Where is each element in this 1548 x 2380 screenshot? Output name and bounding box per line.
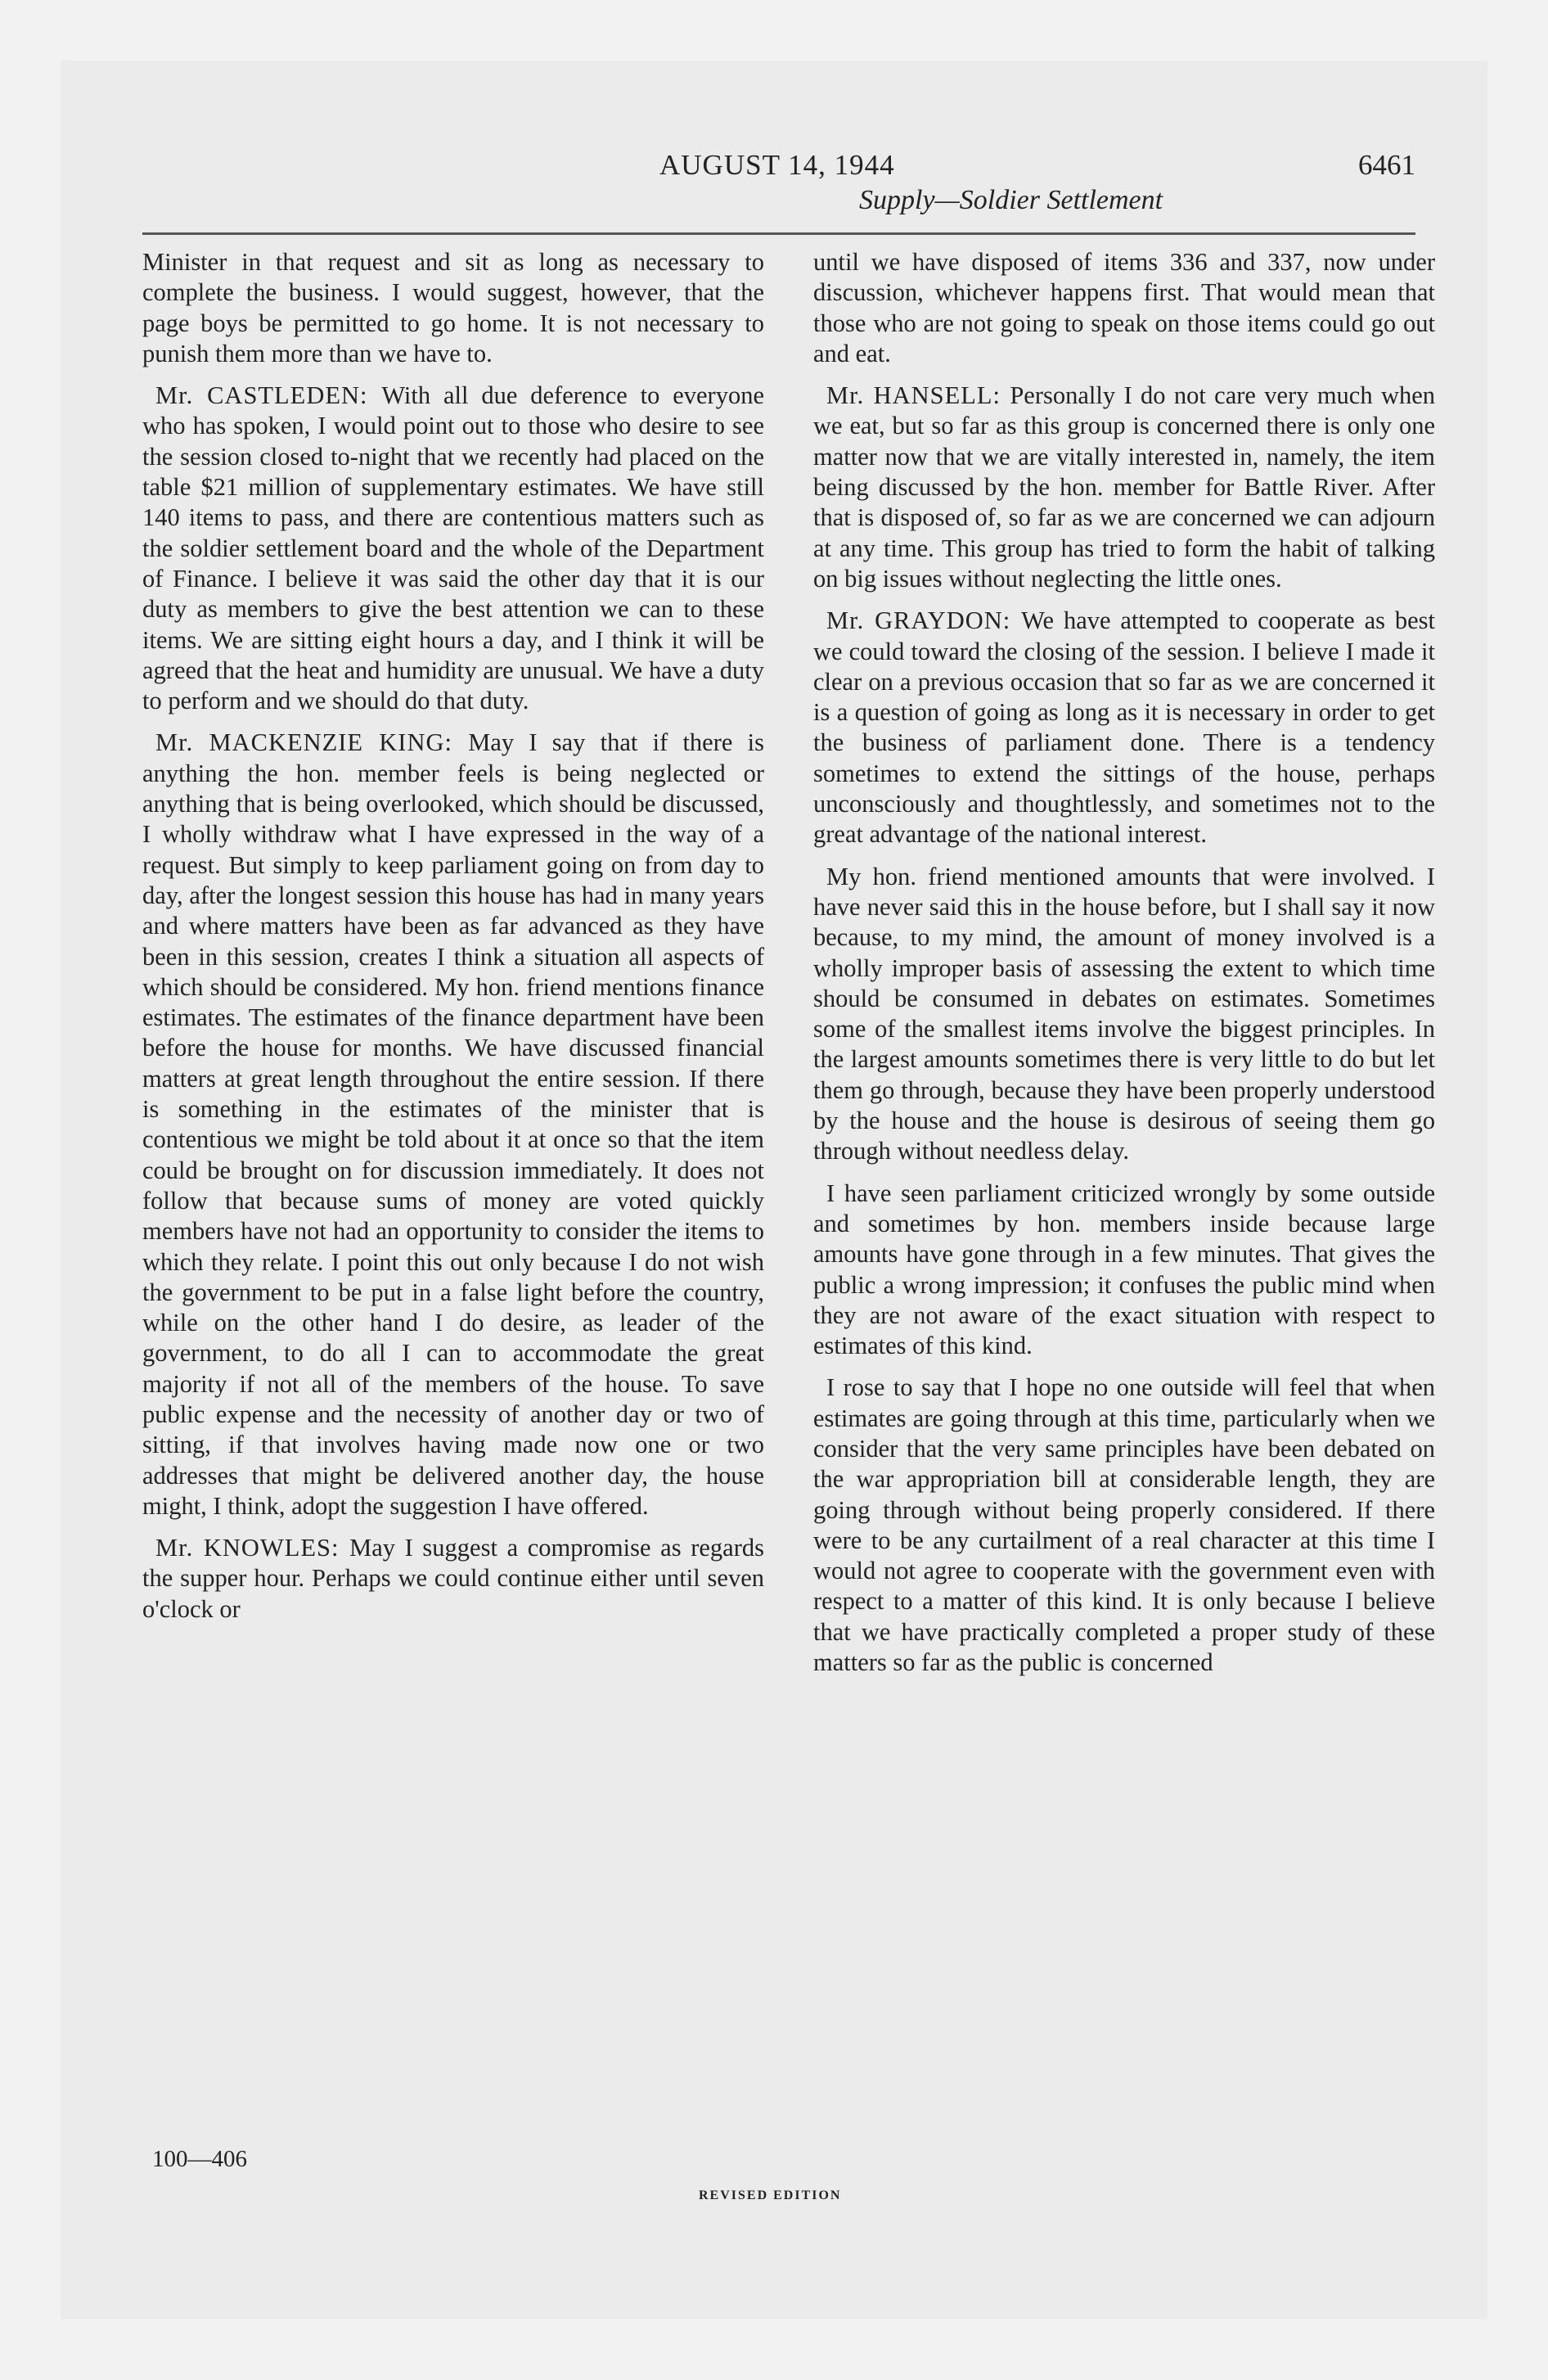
paragraph [813,381,1435,594]
paragraph-text: My hon. friend mentioned amounts that were involved. I have never said this in the house before, but I shall say it now because, to my mind, the amount of money involved is a wholly improper basis of assessing the extent to which time should be consumed in debates on estimates. Sometimes some of the smallest items involve the biggest principles. In the largest amounts sometimes there is very little to do but let them go through, because they have been properly understood by the house and the house is desirous of seeing them go through without needless delay. [813,862,1435,1165]
speaker-name: Mr. MACKENZIE KING: [155,728,469,757]
paragraph-text: May I say that if there is anything the hon. member feels is being neglected or anything that is being overlooked, which should be discussed, I wholly withdraw what I have expressed in the way of a request. But simply to keep parliament going on from day to day, after the longest session this house has had in many years and where matters have been as far advanced as they have been in this session, creates I think a situation all aspects of which should be considered. My hon. friend mentions finance estimates. The estimates of the finance department have been before the house for months. We have discussed financial matters at great length throughout the entire session. If there is something in the estimates of the minister that is contentious we might be told about it at once so that the item could be brought on for discussion immediately. It does not follow that because sums of money are voted quickly members have not had an opportunity to consider the items to which they relate. I point this out only because I do not wish the government to be put in a false light before the country, while on the other hand I do desire, as leader of the government, to do all I can to accommodate the great majority if not all of the members of the house. To save public expense and the necessity of another day or two of sitting, if that involves having made now one or two addresses that might be delivered another day, the house might, I think, adopt the suggestion I have offered. [142,728,764,1520]
paragraph-text: until we have disposed of items 336 and 337, now under discussion, whichever happens first. That would mean that those who are not going to speak on those items could go out and eat. [813,248,1435,367]
paragraph [142,381,764,716]
paragraph [142,728,764,1521]
paragraph [813,862,1435,1167]
edition-imprint: REVISED EDITION [699,2188,842,2202]
right-column [813,247,1435,1689]
paragraph-text: May I suggest a compromise as regards the supper hour. Perhaps we could continue either until seven o'clock or [142,1534,764,1623]
paragraph [142,247,764,369]
signature-mark: 100—406 [152,2146,247,2172]
paragraph [813,606,1435,850]
paragraph-text: I rose to say that I hope no one outside will feel that when estimates are going through at this time, particularly when we consider that the very same principles have been debated on the war appropriation bill at considerable length, they are going through without being properly considered. If there were to be any curtailment of a real character at this time I would not agree to cooperate with the government even with respect to a matter of this kind. It is only because I believe that we have practically completed a proper study of these matters so far as the public is concerned [813,1373,1435,1677]
paragraph-text: Minister in that request and sit as long as necessary to complete the business. I would suggest, however, that the page boys be permitted to go home. It is not necessary to punish them more than we have to. [142,248,764,367]
left-column [142,247,764,1636]
speaker-name: Mr. KNOWLES: [155,1534,350,1562]
paragraph [813,247,1435,369]
section-title: Supply—Soldier Settlement [859,185,1163,215]
paragraph-text: With all due deference to everyone who has spoken, I would point out to those who desire to see the session closed to-night that we recently had placed on the table $21 million of supplementary estimates. We have still 140 items to pass, and there are contentious matters such as the soldier settlement board and the whole of the Department of Finance. I believe it was said the other day that it is our duty as members to give the best attention we can to these items. We are sitting eight hours a day, and I think it will be agreed that the heat and humidity are unusual. We have a duty to perform and we should do that duty. [142,381,765,715]
page-number: 6461 [1358,149,1415,181]
speaker-name: Mr. GRAYDON: [826,606,1022,635]
running-head [61,149,1487,182]
page-sheet [61,61,1487,2319]
paragraph-text: We have attempted to cooperate as best we could toward the closing of the session. I believe I made it clear on a previous occasion that so far as we are concerned it is a question of going as long as it is necessary in order to get the business of parliament done. There is a tendency sometimes to extend the sittings of the house, perhaps unconsciously and thoughtlessly, and sometimes not to the great advantage of the national interest. [813,606,1435,849]
page-date: AUGUST 14, 1944 [659,149,895,181]
paragraph [142,1533,764,1625]
speaker-name: Mr. CASTLEDEN: [155,381,382,410]
paragraph-text: I have seen parliament criticized wrongly by some outside and sometimes by hon. members inside because large amounts have gone through in a few minutes. That gives the public a wrong impression; it confuses the public mind when they are not aware of the exact situation with respect to estimates of this kind. [813,1179,1435,1360]
paragraph-text: Personally I do not care very much when we eat, but so far as this group is concerned there is only one matter now that we are vitally interested in, namely, the item being discussed by the hon. member for Battle River. After that is disposed of, so far as we are concerned we can adjourn at any time. This group has tried to form the habit of talking on big issues without neglecting the little ones. [813,381,1436,593]
paragraph [813,1373,1435,1678]
speaker-name: Mr. HANSELL: [826,381,1010,410]
header-rule [142,232,1415,235]
paragraph [813,1179,1435,1362]
